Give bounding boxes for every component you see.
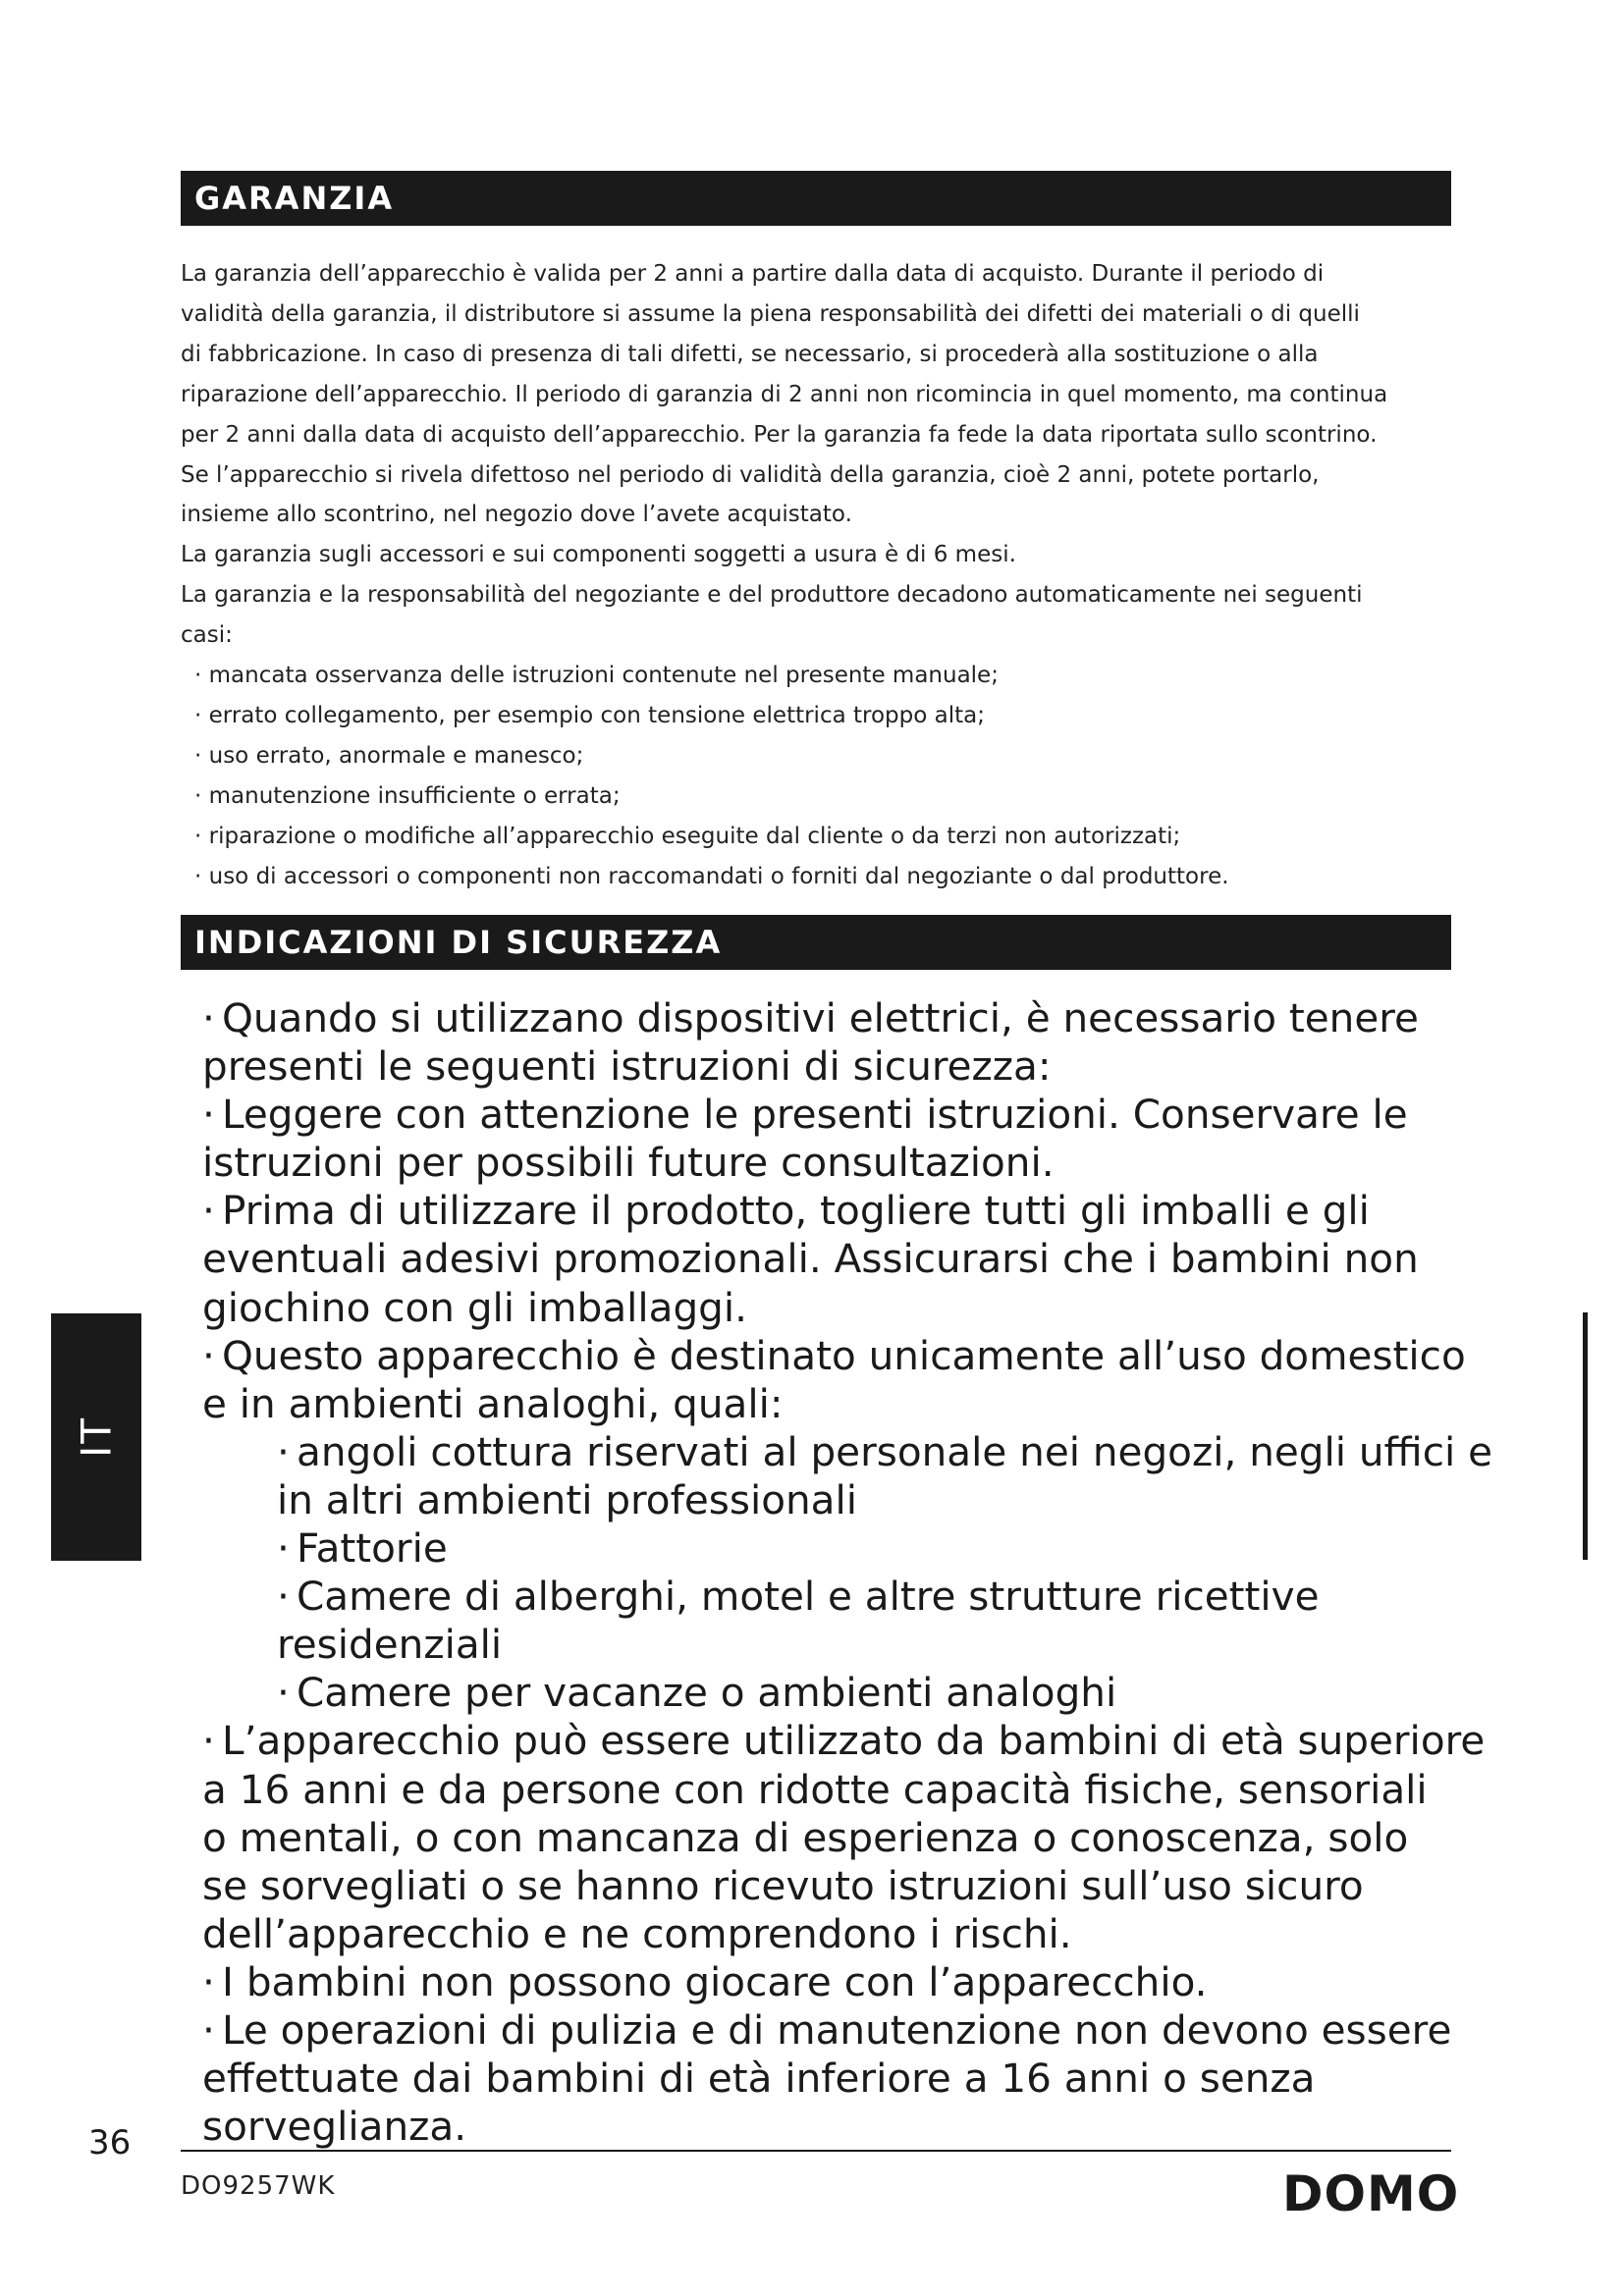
safety-item-text: L’apparecchio può essere utilizzato da bambini di età superiore: [222, 1717, 1486, 1765]
safety-item: [202, 1573, 1459, 1621]
safety-item: [202, 1427, 1493, 1476]
safety-item: [202, 1717, 1486, 1765]
safety-item: [202, 2006, 1459, 2055]
safety-item-text: Fattorie: [297, 1524, 448, 1573]
safety-item: [202, 1958, 1459, 2006]
safety-item: [202, 1331, 1466, 1380]
safety-item-text: Leggere con attenzione le presenti istruzioni. Conservare le: [222, 1091, 1408, 1139]
bullet-dot: ·: [202, 1331, 215, 1379]
safety-item-text: in altri ambienti professionali: [277, 1475, 857, 1523]
paragraph-line: per 2 anni dalla data di acquisto dell’apparecchio. Per la garanzia fa fede la data riportata sullo scontrino.: [181, 421, 1378, 448]
safety-item-continuation: [202, 1910, 1459, 1958]
safety-item-text: se sorvegliati o se hanno ricevuto istruzioni sull’uso sicuro: [202, 1861, 1364, 1909]
safety-item-continuation: [202, 1862, 1459, 1910]
safety-item-text: Camere di alberghi, motel e altre strutture ricettive: [297, 1573, 1320, 1621]
paragraph-line: riparazione dell’apparecchio. Il periodo di garanzia di 2 anni non ricomincia in quel momento, ma continua: [181, 381, 1388, 407]
safety-item-continuation: [202, 1042, 1459, 1091]
section-header-sicurezza: [181, 915, 1451, 970]
bullet-dot: ·: [277, 1524, 290, 1573]
section-title-sicurezza: INDICAZIONI DI SICUREZZA: [194, 924, 723, 961]
bullet-dot: ·: [277, 1573, 290, 1621]
safety-item: [202, 994, 1459, 1042]
safety-item-continuation: [202, 1814, 1459, 1862]
bullet-dot: ·: [202, 1091, 215, 1139]
safety-item-text: sorveglianza.: [202, 2103, 467, 2151]
safety-item-text: a 16 anni e da persone con ridotte capacità fisiche, sensoriali: [202, 1765, 1428, 1813]
list-item: · mancata osservanza delle istruzioni contenute nel presente manuale;: [194, 663, 999, 689]
section-title-garanzia: GARANZIA: [194, 180, 395, 217]
list-item: · uso di accessori o componenti non raccomandati o forniti dal negoziante o dal produttore.: [194, 863, 1229, 889]
model-code: DO9257WK: [181, 2171, 336, 2201]
language-tab-label: IT: [72, 1415, 121, 1459]
safety-item-continuation: [202, 1476, 1459, 1524]
safety-item-text: Questo apparecchio è destinato unicamente all’uso domestico: [222, 1331, 1466, 1379]
list-item: · errato collegamento, per esempio con tensione elettrica troppo alta;: [194, 702, 985, 728]
safety-item: [202, 1187, 1459, 1235]
safety-item-continuation: [202, 1380, 1459, 1428]
safety-item-continuation: [202, 1139, 1459, 1187]
language-tab: [51, 1313, 141, 1561]
paragraph-line: casi:: [181, 622, 233, 649]
safety-item: [202, 1524, 1459, 1573]
safety-item-text: istruzioni per possibili future consultazioni.: [202, 1139, 1055, 1187]
safety-item-text: I bambini non possono giocare con l’apparecchio.: [222, 1957, 1208, 2005]
safety-item-text: effettuate dai bambini di età inferiore a 16 anni o senza: [202, 2055, 1316, 2103]
bullet-dot: ·: [277, 1669, 290, 1717]
bullet-dot: ·: [202, 1717, 215, 1765]
list-item: · manutenzione insufficiente o errata;: [194, 782, 621, 809]
paragraph-line: Se l’apparecchio si rivela difettoso nel periodo di validità della garanzia, cioè 2 anni, potete portarlo,: [181, 461, 1320, 488]
safety-item-text: residenziali: [277, 1621, 503, 1669]
page-number: 36: [88, 2123, 132, 2163]
safety-item-text: angoli cottura riservati al personale nei negozi, negli uffici e: [297, 1427, 1493, 1475]
bullet-dot: ·: [202, 2005, 215, 2054]
safety-item-continuation: [202, 1235, 1459, 1283]
safety-item-continuation: [202, 2055, 1459, 2103]
garanzia-text: [181, 254, 1451, 897]
safety-item-text: Quando si utilizzano dispositivi elettrici, è necessario tenere: [222, 994, 1419, 1041]
paragraph-line: La garanzia e la responsabilità del negoziante e del produttore decadono automaticamente nei seguenti: [181, 582, 1363, 609]
safety-item-continuation: [202, 1284, 1459, 1332]
bullet-dot: ·: [202, 994, 215, 1041]
paragraph-line: validità della garanzia, il distributore si assume la piena responsabilità dei difetti dei materiali o di quelli: [181, 300, 1360, 327]
bullet-dot: ·: [202, 1957, 215, 2005]
safety-item-continuation: [202, 1766, 1459, 1814]
safety-item-text: e in ambienti analoghi, quali:: [202, 1379, 784, 1427]
safety-item-continuation: [202, 2103, 1459, 2151]
list-item: · uso errato, anormale e manesco;: [194, 742, 584, 769]
safety-item-text: Prima di utilizzare il prodotto, togliere tutti gli imballi e gli: [222, 1187, 1370, 1235]
safety-item: [202, 1669, 1459, 1717]
paragraph-line: La garanzia dell’apparecchio è valida per 2 anni a partire dalla data di acquisto. Durante il periodo di: [181, 261, 1325, 287]
section-header-garanzia: [181, 171, 1451, 226]
paragraph-line: di fabbricazione. In caso di presenza di tali difetti, se necessario, si procederà alla sostituzione o alla: [181, 341, 1319, 367]
footer-divider: [181, 2150, 1451, 2152]
safety-item: [202, 1091, 1459, 1139]
list-item: · riparazione o modifiche all’apparecchio eseguite dal cliente o da terzi non autorizzati;: [194, 823, 1181, 849]
safety-item-text: giochino con gli imballaggi.: [202, 1283, 748, 1331]
bullet-dot: ·: [277, 1427, 290, 1475]
safety-list: [202, 994, 1493, 2151]
safety-item-continuation: [202, 1621, 1459, 1669]
safety-item-text: presenti le seguenti istruzioni di sicurezza:: [202, 1042, 1052, 1091]
bullet-dot: ·: [202, 1187, 215, 1235]
safety-item-text: Le operazioni di pulizia e di manutenzione non devono essere: [222, 2005, 1452, 2054]
brand-logo: DOMO: [1282, 2165, 1460, 2222]
paragraph-line: insieme allo scontrino, nel negozio dove l’avete acquistato.: [181, 502, 852, 528]
safety-item-text: o mentali, o con mancanza di esperienza o conoscenza, solo: [202, 1813, 1409, 1861]
side-rule: [1583, 1312, 1588, 1560]
safety-item-text: Camere per vacanze o ambienti analoghi: [297, 1669, 1117, 1717]
paragraph-line: La garanzia sugli accessori e sui componenti soggetti a usura è di 6 mesi.: [181, 542, 1016, 568]
safety-item-text: dell’apparecchio e ne comprendono i rischi.: [202, 1909, 1072, 1957]
safety-item-text: eventuali adesivi promozionali. Assicurarsi che i bambini non: [202, 1235, 1419, 1283]
